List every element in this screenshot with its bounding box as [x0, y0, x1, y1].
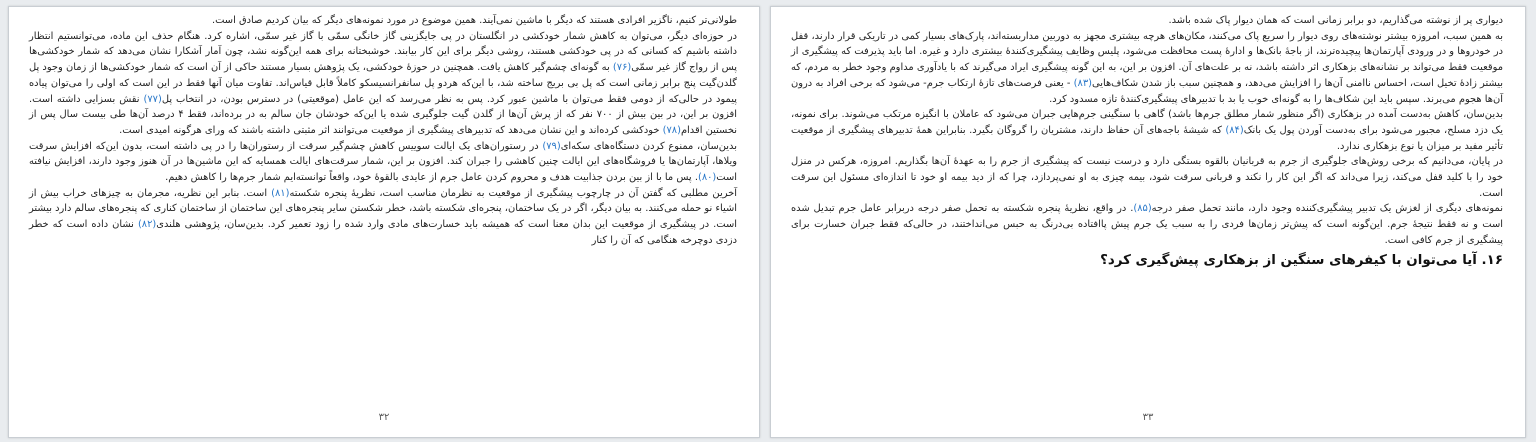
- text-run: بدین‌سان، ممنوع کردن دستگاه‌های سکه‌ای: [560, 140, 737, 152]
- text-run: خودکشی کرده‌اند و این نشان می‌دهد که تدبیرهای پیشگیری از موقعیت می‌توانند اثر مثبتی داشته باشند که ورای هرگونه امیدی است.: [119, 124, 663, 136]
- text-run: در رستوران‌های یک ایالت سوییس کاهش چشم‌گیر سرقت از رستوران‌ها را در پی داشته است، بدون این‌که افزایش سرقت ویلاها، آپارتمان‌ها یا فروشگاه‌های این ایالت چنین کاهشی را جبران کند. افزون بر این، شمار سرقت‌های ایالت همسایه که این ماشین‌ها در آن هنوز وجود دارند، افزایش نیافته است: [29, 140, 737, 184]
- right-page: [770, 6, 1526, 438]
- left-page-text: [29, 13, 737, 249]
- footnote-ref[interactable]: (۸۰): [697, 172, 717, 184]
- text-run: بدین‌سان، کاهش به‌دست آمده در بزهکاری (اگر منظور شمار مطلق جرم‌ها باشد) گاهی با سنگینی جرم‌هایی جبران می‌شود که عاملان با انگیزه مرتکب می‌شوند. برای نمونه، یک دزد مسلح، مجبور می‌شود برای به‌دست آوردن پول یک بانک: [791, 109, 1503, 136]
- text-run: . پس ما با از بین بردن جذابیت هدف و محروم کردن عامل جرم از عایدی بالقوهٔ خود، واقعاً توانسته‌ایم شمار جرم‌ها را کاهش دهیم.: [165, 172, 698, 184]
- page-number: ۳۳: [1142, 412, 1154, 423]
- text-run: نقش بسزایی داشته است. افزون بر این، در بین بیش از ۷۰۰ نفر که از پرش آن‌ها از گلدن گیت جلوگیری شده یا این‌که خودشان جان سالم به در برده‌اند، فقط ۴ درصد آن‌ها طی بیست سال پس از نخستین اقدام: [29, 93, 737, 136]
- footnote-ref[interactable]: (۸۳): [1073, 77, 1092, 89]
- paragraph: [791, 13, 1503, 29]
- paragraph: [791, 201, 1503, 248]
- footnote-ref[interactable]: (۸۴): [1225, 124, 1244, 136]
- text-run: نمونه‌های دیگری از لغزش یک تدبیر پیشگیری‌کننده وجود دارد، مانند تحمل صفر درجه: [1151, 203, 1503, 215]
- text-run: دیواری پر از نوشته می‌گذاریم، دو برابر زمانی است که همان دیوار پاک شده باشد.: [1168, 15, 1503, 26]
- section-heading: ۱۶. آیا می‌توان با کیفرهای سنگین از بزهکاری پیش‌گیری کرد؟: [1100, 252, 1503, 268]
- text-run: در حوزه‌ای دیگر، می‌توان به کاهش شمار خودکشی در انگلستان در پی جایگزینی گاز خانگی سمّی با گاز غیر سمّی، اشاره کرد. هنگام حذف این ماده، می‌توانستیم انتظار داشته باشیم که کسانی که در پی خودکشی هستند، روشی دیگر برای این کار بیابند. خوشبختانه برای همه این‌گونه نشد، چون آمار آشکارا نشان می‌دهد که شمار خودکشی‌ها پس از رواج گاز غیر سمّی: [29, 30, 737, 74]
- text-run: به همین سبب، امروزه بیشتر نوشته‌های روی دیوار را سریع پاک می‌کنند، مکان‌های هرچه بیشتری مجهز به دوربین مداربسته‌اند، پارک‌های بسیار کمی در تاریکی قرار دارند، قفل در خودروها و در ورودی آپارتمان‌ها پیچیده‌ترند، از باجهٔ بانک‌ها و ادارهٔ پست محافظت می‌شود، پلیس وظایف پیشگیری‌کنندهٔ بیشتری دارد و غیره. اما باید پذیرفت که پیشگیری از موقعیت فقط می‌تواند بر نشانه‌های بزهکاری اثر داشته باشد، نه بر علت‌های آن. افزون بر این، به این گونه پیشگیری ایراد می‌گیرند که با یادآوری مداوم وجود خطر به مردم، که بیشتر زادهٔ تخیل است، احساس ناامنی آن‌ها را افزایش می‌دهد، و همچنین سبب باز شدن شکاف‌هایی: [791, 30, 1503, 89]
- text-run: نشان داده است که خطر دزدی دوچرخه هنگامی که آن را کنار: [29, 219, 737, 246]
- right-page-text: [791, 13, 1503, 270]
- text-run: - یعنی فرصت‌های تازهٔ ارتکاب جرم- می‌شود که برخی افراد به درون آن‌ها هجوم می‌برند. سپس باید این شکاف‌ها را به گونه‌ای خوب یا بد با تدبیرهای پیشگیری‌کنندهٔ تازه مسدود کرد.: [791, 77, 1503, 105]
- footnote-ref[interactable]: (۸۵): [1133, 203, 1152, 215]
- text-run: در پایان، می‌دانیم که برخی روش‌های جلوگیری از جرم به قربانیان بالقوه بستگی دارد و درست نیست که پیشگیری از جرم را به عهدهٔ آن‌ها بگذاریم. امروزه، هرکس در منزل خود را با کلید قفل می‌کند، زیرا می‌داند که اگر این کار را نکند و قربانی سرقت شود، بیمه چیزی به او نمی‌پردازد، چرا که از دید بیمه او خود تا اندازه‌ای مسئول این سرقت است.: [791, 156, 1503, 199]
- paragraph: [29, 139, 737, 186]
- footnote-ref[interactable]: (۷۶): [612, 62, 632, 74]
- text-run: . در واقع، نظریهٔ پنجره شکسته به تحمل صفر درجه دربرابر عامل جرم تبدیل شده است و نه فقط نتیجهٔ جرم. این‌گونه است که پیش‌تر زمان‌ها فردی را به سبب یک جرم پیش پاافتاده بی‌درنگ به حبس می‌انداختند، در حالی‌که فقط جبران خسارت برای پیشگیری از جرم کافی است.: [791, 203, 1503, 246]
- text-run: طولانی‌تر کنیم، ناگزیر افرادی هستند که دیگر با ماشین نمی‌آیند. همین موضوع در مورد نمونه‌های دیگر که بیان کردیم صادق است.: [211, 15, 737, 26]
- text-run: آخرین مطلبی که گفتن آن در چارچوب پیشگیری از موقعیت به نظرمان مناسب است، نظریهٔ پنجره شکسته: [289, 187, 737, 199]
- text-run: است. بنابر این نظریه، مجرمان به چیزهای خراب بیش از اشیاء نو حمله می‌کنند. به بیان دیگر، اگر در یک ساختمان، پنجره‌ای شکسته باشد، خطر شکستن سایر پنجره‌های این ساختمان از ساختمان کناری که پنجره‌های سالم دارد بیشتر است. در پیشگیری از موقعیت این بدان معنا است که همیشه باید خسارت‌های مادی وارد شده را زود تعمیر کرد. بدین‌سان، پژوهشی هلندی: [28, 187, 737, 231]
- page-number: ۳۲: [378, 412, 390, 423]
- paragraph: [29, 186, 737, 249]
- footnote-ref[interactable]: (۷۹): [542, 140, 561, 152]
- paragraph: [29, 13, 737, 29]
- paragraph: [29, 29, 737, 139]
- footnote-ref[interactable]: (۷۷): [143, 93, 162, 105]
- text-run: که شیشهٔ باجه‌های آن حفاظ دارند، مشتریان را گروگان بگیرد. بنابراین همهٔ تدبیرهای پیشگیری از موقعیت تأثیر مفید بر میزان یا نوع بزهکاری ندارد.: [791, 124, 1503, 152]
- footnote-ref[interactable]: (۸۱): [271, 187, 290, 199]
- paragraph: [791, 29, 1503, 108]
- footnote-ref[interactable]: (۷۸): [662, 124, 681, 136]
- paragraph: [791, 107, 1503, 154]
- left-page: [8, 6, 760, 438]
- text-run: به گونه‌ای چشم‌گیر کاهش یافت. همچنین در حوزهٔ خودکشی، یک پژوهش بسیار مستند حاکی از آن است که شمار خودکشی‌ها از زمان وجود پل گلدن‌گیت پنج برابر زمانی است که پل بی بریج ساخته شد، با این‌که هردو پل سانفرانسیسکو کاملاً قابل قیاس‌اند. تفاوت میان آنها فقط در این است که اولی را می‌توان پیاده پیمود در حالی‌که از دومی فقط می‌توان با ماشین عبور کرد. پس به نظر می‌رسد که این عامل (موقعیتی) در دسترس بودن، در انتخاب پل: [29, 62, 737, 105]
- footnote-ref[interactable]: (۸۲): [137, 219, 157, 231]
- paragraph: [791, 154, 1503, 201]
